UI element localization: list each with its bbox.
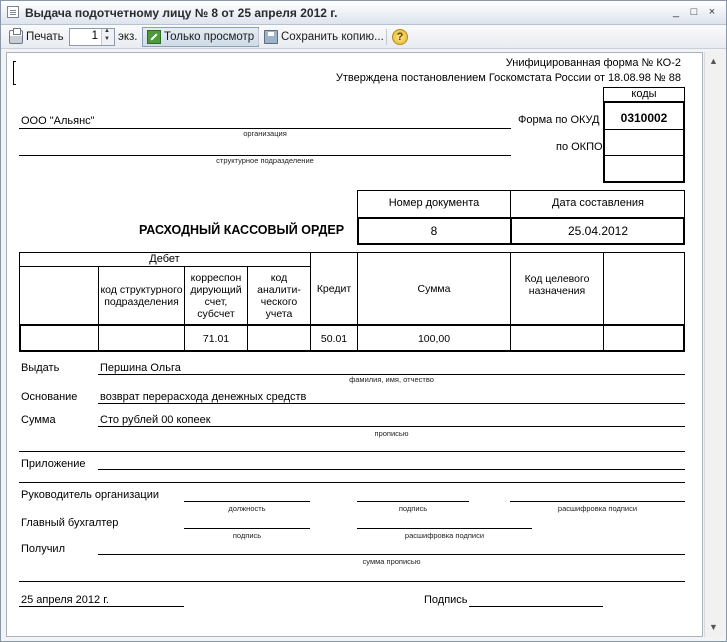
scroll-down-icon[interactable]: ▼: [709, 622, 718, 632]
window-title: Выдача подотчетному лицу № 8 от 25 апреля 2012 г.: [25, 6, 338, 20]
date-value: 25 апреля 2012 г.: [21, 594, 109, 606]
row-sum: 100,00: [417, 332, 451, 345]
row-extra: [604, 326, 684, 351]
copies-suffix: экз.: [118, 31, 138, 43]
help-icon[interactable]: ?: [392, 29, 408, 45]
approval-label: Утверждена постановлением Госкомстата России от 18.08.98 № 88: [335, 72, 681, 84]
col-credit-header: Кредит: [316, 282, 352, 295]
save-copy-button[interactable]: [264, 28, 384, 46]
doc-title: РАСХОДНЫЙ КАССОВЫЙ ОРДЕР: [139, 223, 345, 237]
copies-spinner[interactable]: [101, 29, 114, 45]
head-label: Руководитель организации: [21, 489, 160, 501]
copies-input[interactable]: [69, 28, 115, 46]
print-button[interactable]: [9, 28, 64, 46]
col-sum-header: Сумма: [417, 282, 451, 295]
printed-form: [6, 52, 703, 637]
row-corr-account: 71.01: [202, 332, 230, 345]
attachment-label: Приложение: [21, 458, 86, 470]
basis-value: возврат перерасхода денежных средств: [100, 391, 307, 403]
save-copy-label: Сохранить копию...: [281, 31, 384, 43]
sum-value: Сто рублей 00 копеек: [100, 414, 211, 426]
okud-label: Форма по ОКУД: [518, 114, 600, 126]
scroll-up-icon[interactable]: ▲: [709, 56, 718, 66]
text-cursor: [13, 61, 16, 85]
col-subdivision-header: код структурного подразделения: [100, 283, 183, 308]
accountant-decoding-caption: расшифровка подписи: [404, 531, 485, 540]
received-caption: сумма прописью: [362, 557, 421, 566]
issue-value: Першина Ольга: [100, 362, 181, 374]
print-label: Печать: [26, 31, 64, 43]
toolbar-separator: [386, 29, 387, 45]
head-decoding-caption: расшифровка подписи: [557, 504, 638, 513]
sum-label: Сумма: [21, 414, 56, 426]
accountant-signature-caption: подпись: [232, 531, 262, 540]
unified-form-label: Унифицированная форма № КО-2: [505, 57, 681, 69]
col-analytic-header: код аналити- ческого учета: [257, 271, 301, 320]
doc-date-header: Дата составления: [552, 197, 644, 209]
sign-label: Подпись: [424, 594, 468, 606]
minimize-button[interactable]: _: [672, 6, 680, 18]
view-only-label: Только просмотр: [164, 31, 255, 43]
copies-value: 1: [91, 30, 98, 42]
doc-date-value: 25.04.2012: [567, 224, 629, 238]
toolbar-separator: [258, 29, 259, 45]
close-button[interactable]: ×: [708, 6, 716, 18]
doc-number-header: Номер документа: [388, 197, 480, 209]
debit-header: Дебет: [149, 253, 180, 265]
maximize-button[interactable]: □: [690, 6, 698, 18]
okud-value: 0310002: [620, 111, 668, 125]
doc-number-value: 8: [430, 224, 438, 238]
row-credit: 50.01: [320, 332, 348, 345]
head-signature-caption: подпись: [398, 504, 428, 513]
subdivision-caption: структурное подразделение: [216, 156, 314, 165]
codes-header: коды: [631, 88, 657, 100]
basis-label: Основание: [21, 391, 78, 403]
save-disk-icon: [264, 30, 278, 44]
issue-caption: фамилия, имя, отчество: [349, 375, 434, 384]
position-caption: должность: [228, 504, 266, 513]
okpo-label: по ОКПО: [556, 141, 603, 153]
printer-icon: [9, 30, 23, 44]
issue-label: Выдать: [21, 362, 60, 374]
organization-value: ООО "Альянс": [21, 115, 95, 127]
organization-caption: организация: [243, 129, 287, 138]
view-only-toggle[interactable]: [142, 27, 259, 47]
edit-pencil-icon: [147, 30, 161, 44]
received-label: Получил: [21, 543, 65, 555]
row-purpose: [511, 326, 603, 351]
sum-caption: прописью: [374, 429, 409, 438]
row-analytic: [248, 326, 310, 351]
vertical-scrollbar[interactable]: [704, 52, 724, 637]
col-purpose-header: Код целевого назначения: [524, 273, 590, 297]
col-corr-account-header: корреспон дирующий счет, субсчет: [190, 271, 242, 320]
accountant-label: Главный бухгалтер: [21, 517, 119, 529]
title-bar[interactable]: [1, 1, 726, 25]
document-icon: [7, 6, 19, 18]
row-subdivision: [20, 326, 98, 351]
